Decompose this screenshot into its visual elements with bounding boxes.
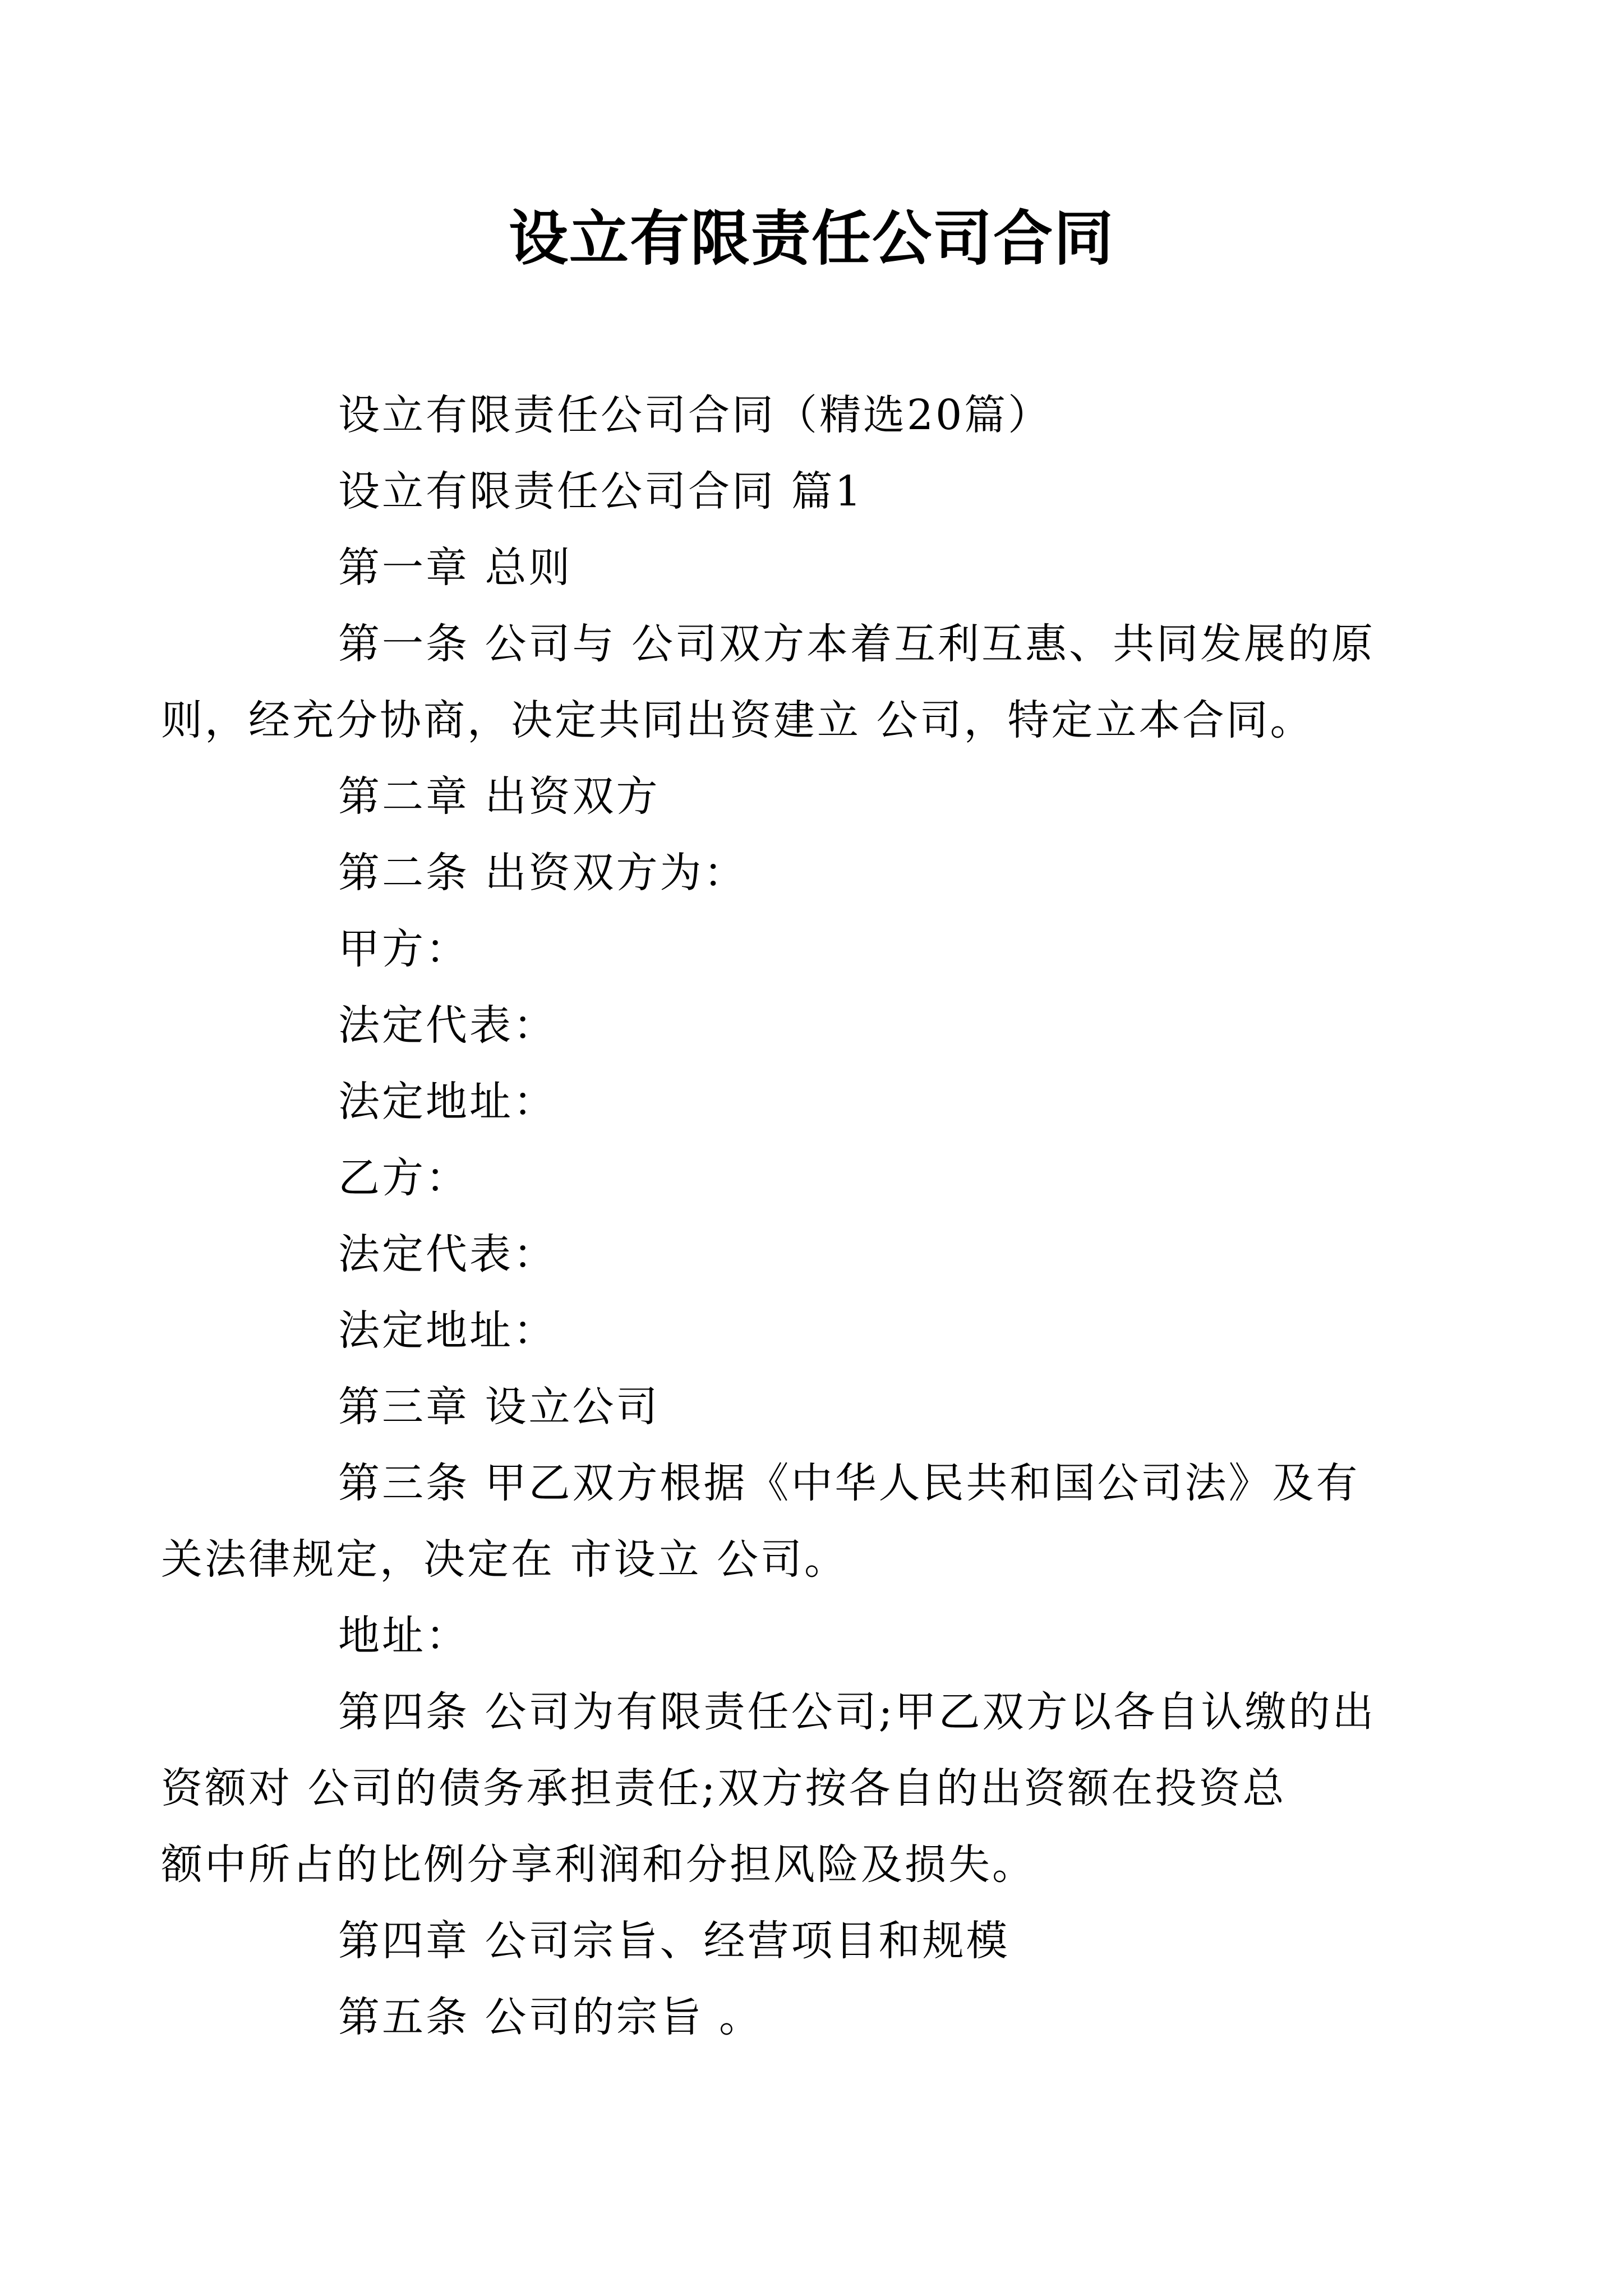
text-line: 法定代表： — [338, 1001, 557, 1050]
paragraph — [161, 1445, 1386, 1598]
paragraph — [250, 987, 1386, 1064]
text-line: 法定地址： — [338, 1078, 557, 1126]
paragraph — [161, 1674, 1386, 1903]
text-line: 第二条 出资双方为： — [338, 849, 748, 897]
paragraph — [161, 606, 1386, 758]
paragraph — [250, 530, 1386, 606]
paragraph — [250, 1064, 1386, 1140]
text-line: 第一章 总则 — [338, 544, 573, 592]
text-line: 设立有限责任公司合同（精选20篇） — [338, 391, 1052, 439]
text-line: 关法律规定，决定在 市设立 公司。 — [161, 1535, 849, 1584]
text-line: 法定代表： — [338, 1230, 557, 1278]
paragraph — [250, 1598, 1386, 1674]
text-line: 法定地址： — [338, 1306, 557, 1355]
paragraph — [250, 1903, 1386, 1979]
text-line: 乙方： — [338, 1154, 469, 1202]
paragraph — [250, 1369, 1386, 1445]
paragraph — [250, 377, 1386, 453]
text-line: 设立有限责任公司合同 篇1 — [338, 467, 864, 516]
paragraph — [250, 1979, 1386, 2055]
text-line: 则，经充分协商，决定共同出资建立 公司，特定立本合同。 — [161, 696, 1314, 744]
paragraph — [250, 1292, 1386, 1369]
text-line: 第二章 出资双方 — [338, 772, 660, 821]
paragraph — [250, 453, 1386, 530]
paragraph — [250, 758, 1386, 835]
paragraph — [250, 1140, 1386, 1216]
document-title: 设立有限责任公司合同 — [509, 203, 1114, 273]
text-line: 第五条 公司的宗旨 。 — [338, 1993, 763, 2041]
paragraph — [250, 835, 1386, 911]
text-line: 地址： — [338, 1612, 469, 1660]
document-body — [161, 377, 1386, 2055]
paragraph — [250, 911, 1386, 987]
text-line: 第四条 公司为有限责任公司;甲乙双方以各自认缴的出 — [338, 1688, 1376, 1736]
text-line: 第四章 公司宗旨、经营项目和规模 — [338, 1917, 1010, 1965]
text-line: 第一条 公司与 公司双方本着互利互惠、共同发展的原 — [338, 620, 1376, 668]
text-line: 第三章 设立公司 — [338, 1383, 660, 1431]
text-line: 第三条 甲乙双方根据《中华人民共和国公司法》及有 — [338, 1459, 1360, 1507]
text-line: 甲方： — [338, 925, 469, 973]
text-line: 额中所占的比例分享利润和分担风险及损失。 — [161, 1841, 1036, 1889]
paragraph — [250, 1216, 1386, 1292]
text-line: 资额对 公司的债务承担责任;双方按各自的出资额在投资总 — [161, 1764, 1287, 1812]
